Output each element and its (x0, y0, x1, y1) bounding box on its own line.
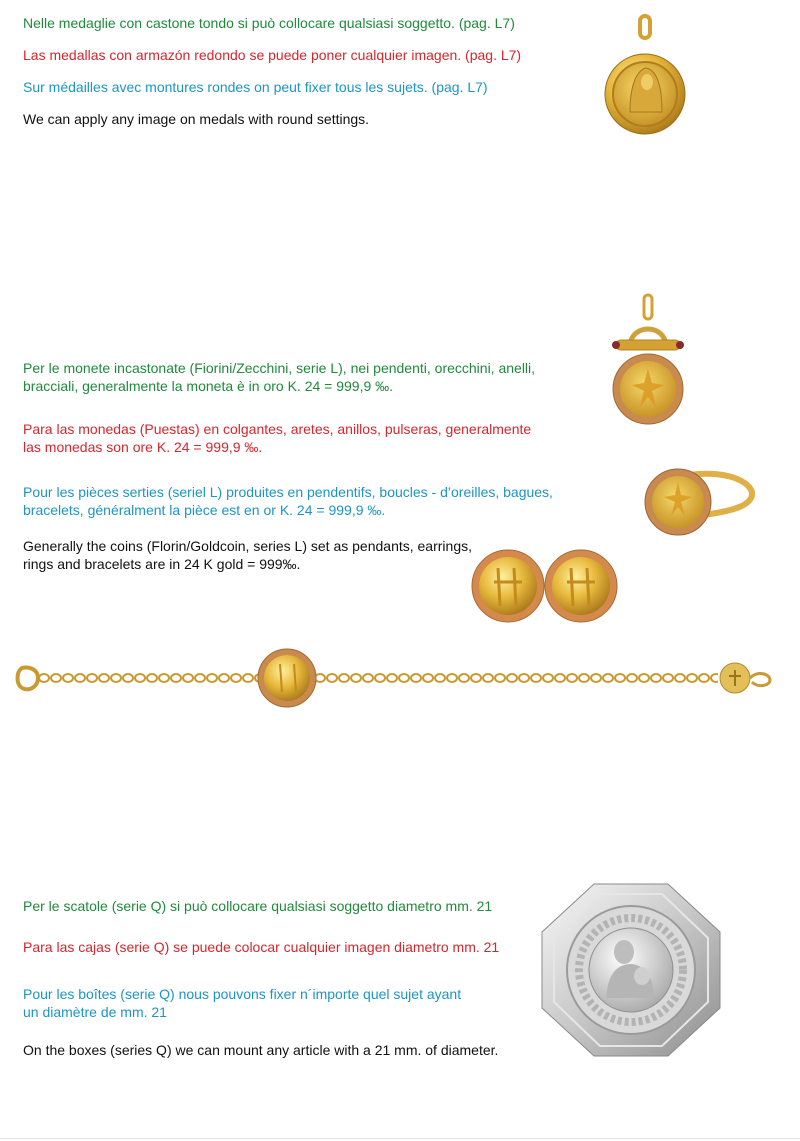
coin-bracelet-image (14, 648, 774, 708)
medal-text-french: Sur médailles avec montures rondes on peut fixer tous les sujets. (pag. L7) (23, 79, 488, 95)
coin-earrings-image (470, 548, 620, 624)
coin-pendant-image (608, 293, 688, 433)
coin-text-italian-line2: bracciali, generalmente la moneta è in oro K. 24 = 999,9 ‰. (23, 378, 394, 394)
coin-text-english-line2: rings and bracelets are in 24 K gold = 999‰. (23, 556, 301, 572)
box-text-french-line1: Pour les boîtes (serie Q) nous pouvons fixer n´importe quel sujet ayant (23, 986, 462, 1002)
madonna-medal-image (600, 12, 690, 142)
medal-text-spanish: Las medallas con armazón redondo se puede poner cualquier imagen. (pag. L7) (23, 47, 522, 63)
coin-text-english-line1: Generally the coins (Florin/Goldcoin, series L) set as pendants, earrings, (23, 538, 472, 554)
page-bottom-divider (0, 1138, 800, 1139)
coin-text-italian-line1: Per le monete incastonate (Fiorini/Zecchini, serie L), nei pendenti, orecchini, anelli, (23, 360, 536, 376)
box-text-spanish: Para las cajas (serie Q) se puede colocar cualquier imagen diametro mm. 21 (23, 939, 500, 955)
medal-text-italian: Nelle medaglie con castone tondo si può collocare qualsiasi soggetto. (pag. L7) (23, 15, 515, 31)
coin-text-french-line2: bracelets, généralment la pièce est en or K. 24 = 999,9 ‰. (23, 502, 386, 518)
coin-text-french-line1: Pour les pièces serties (seriel L) produites en pendentifs, boucles - d’oreilles, bagues, (23, 484, 553, 500)
box-text-italian: Per le scatole (serie Q) si può collocare qualsiasi soggetto diametro mm. 21 (23, 898, 493, 914)
medal-text-english: We can apply any image on medals with round settings. (23, 111, 370, 127)
coin-text-spanish-line1: Para las monedas (Puestas) en colgantes, aretes, anillos, pulseras, generalmente (23, 421, 532, 437)
box-text-english: On the boxes (series Q) we can mount any article with a 21 mm. of diameter. (23, 1042, 499, 1058)
coin-ring-image (640, 462, 755, 542)
silver-box-image (536, 880, 726, 1060)
coin-text-spanish-line2: las monedas son ore K. 24 = 999,9 ‰. (23, 439, 263, 455)
box-text-french-line2: un diamètre de mm. 21 (23, 1004, 167, 1020)
